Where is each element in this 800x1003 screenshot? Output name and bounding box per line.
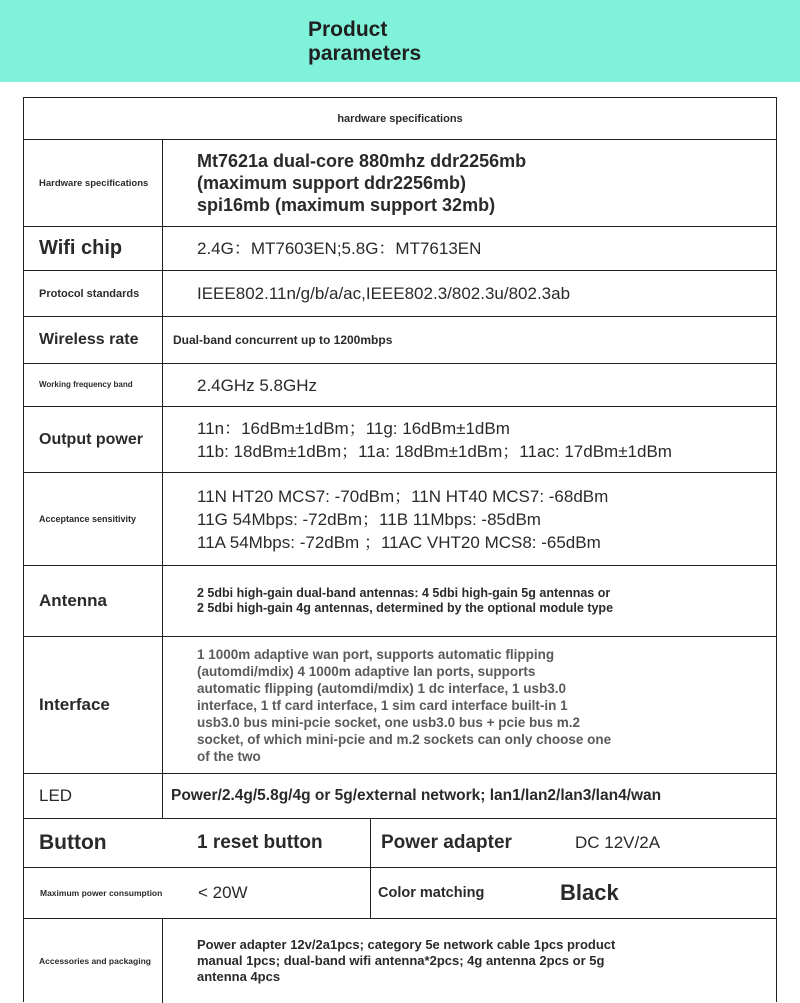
spec-value-led: Power/2.4g/5.8g/4g or 5g/external network; lan1/lan2/lan3/lan4/wan [171,787,662,804]
spec-label-accessories: Accessories and packaging [24,919,163,1003]
output-power-line: 11n：16dBm±1dBm；11g: 16dBm±1dBm [197,418,510,438]
interface-line: of the two [197,748,261,764]
spec-label-sensitivity: Acceptance sensitivity [24,473,163,565]
hardware-line: spi16mb (maximum support 32mb) [197,195,496,215]
hardware-line: (maximum support ddr2256mb) [197,173,467,193]
spec-row-protocol [24,271,776,317]
spec-value-power-consumption: < 20W [198,868,371,918]
output-power-line: 11b: 18dBm±1dBm；11a: 18dBm±1dBm；11ac: 17dBm±1dBm [197,441,672,461]
table-header: hardware specifications [337,112,463,125]
spec-label-antenna: Antenna [24,566,163,636]
spec-label-protocol: Protocol standards [24,271,163,316]
accessories-line: manual 1pcs; dual-band wifi antenna*2pcs; 4g antenna 2pcs or 5g [197,953,605,968]
spec-value-interface [163,637,776,773]
spec-row-wireless-rate [24,317,776,364]
sensitivity-line: 11G 54Mbps: -72dBm；11B 11Mbps: -85dBm [197,509,541,529]
spec-label-power-consumption: Maximum power consumption [40,888,163,898]
spec-value-wireless-rate: Dual-band concurrent up to 1200mbps [173,333,393,347]
sensitivity-line: 11A 54Mbps: -72dBm ；11AC VHT20 MCS8: -65dBm [197,532,601,552]
antenna-line: 2 5dbi high-gain 4g antennas, determined by the optional module type [197,601,614,615]
hardware-line: Mt7621a dual-core 880mhz ddr2256mb [197,151,527,171]
spec-value-frequency: 2.4GHz 5.8GHz [197,375,317,395]
spec-row-accessories [24,919,776,1003]
spec-label-hardware: Hardware specifications [24,140,163,226]
spec-label-interface: Interface [24,637,163,773]
sensitivity-line: 11N HT20 MCS7: -70dBm；11N HT40 MCS7: -68dBm [197,486,609,506]
spec-label-led: LED [24,774,163,818]
interface-line: usb3.0 bus mini-pcie socket, one usb3.0 bus + pcie bus m.2 [197,714,580,730]
spec-value-sensitivity [163,473,776,565]
spec-row-power-consumption [24,868,776,919]
page-title-line-2: parameters [308,42,422,65]
interface-line: automatic flipping (automdi/mdix) 1 dc interface, 1 usb3.0 [197,680,567,696]
table-header-row [24,98,776,140]
spec-label-wireless-rate: Wireless rate [24,317,163,363]
spec-value-protocol: IEEE802.11n/g/b/a/ac,IEEE802.3/802.3u/802.3ab [197,284,571,303]
spec-row-button [24,819,776,868]
spec-label-output-power: Output power [24,407,163,472]
spec-label-wifi-chip: Wifi chip [24,227,163,270]
page-title [308,18,421,66]
accessories-line: antenna 4pcs [197,969,281,984]
antenna-line: 2 5dbi high-gain dual-band antennas: 4 5dbi high-gain 5g antennas or [197,586,611,600]
spec-value-power-adapter: DC 12V/2A [575,833,661,852]
spec-label-color: Color matching [378,885,485,901]
spec-value-button: 1 reset button [163,819,371,867]
spec-row-output-power [24,407,776,473]
spec-value-hardware [163,140,776,226]
spec-label-button: Button [39,831,107,854]
interface-line: (automdi/mdix) 4 1000m adaptive lan ports, supports [197,663,536,679]
interface-line: socket, of which mini-pcie and m.2 sockets can only choose one [197,731,612,747]
spec-label-power-adapter: Power adapter [381,832,512,853]
interface-line: 1 1000m adaptive wan port, supports automatic flipping [197,646,555,662]
spec-row-led [24,774,776,819]
spec-value-wifi-chip: 2.4G：MT7603EN;5.8G：MT7613EN [197,239,482,258]
spec-value-antenna [163,566,776,636]
spec-row-interface [24,637,776,774]
spec-value-output-power [163,407,776,472]
spec-row-wifi-chip [24,227,776,271]
spec-value-accessories [163,919,776,1003]
spec-row-frequency [24,364,776,407]
spec-row-sensitivity [24,473,776,566]
spec-row-antenna [24,566,776,637]
spec-label-frequency: Working frequency band [24,364,163,406]
spec-table [23,97,777,1002]
interface-line: interface, 1 tf card interface, 1 sim card interface built-in 1 [197,697,568,713]
spec-value-color: Black [560,880,619,905]
header-banner [0,0,800,82]
spec-row-hardware [24,140,776,227]
page-title-line-1: Product [308,18,388,41]
accessories-line: Power adapter 12v/2a1pcs; category 5e network cable 1pcs product [197,937,616,952]
